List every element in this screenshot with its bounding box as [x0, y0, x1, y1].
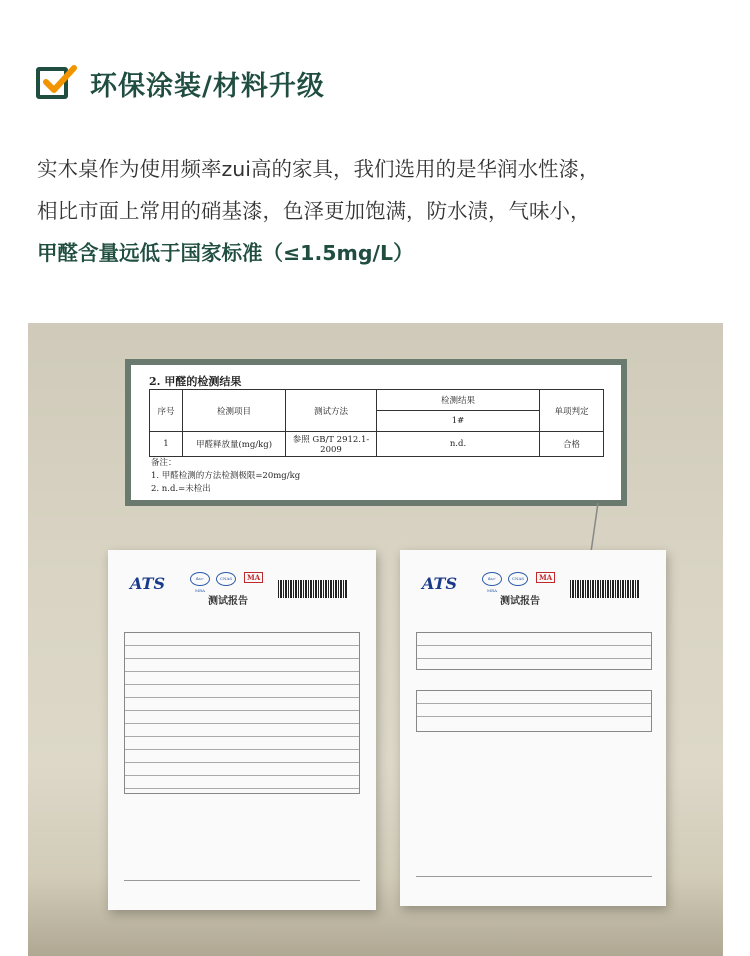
cnas-badge: CNAS — [216, 572, 236, 586]
limits-table — [416, 690, 652, 732]
ats-logo: ATS — [130, 574, 165, 593]
zoom-note-2: 2. n.d.=未检出 — [151, 484, 211, 494]
zoom-header-method: 测试方法 — [286, 390, 377, 432]
doc-footer — [124, 880, 360, 884]
report-document-right — [400, 550, 666, 906]
zoom-cell-result: n.d. — [377, 432, 540, 457]
zoom-cell-judgement: 合格 — [540, 432, 604, 457]
intro-line-2: 相比市面上常用的硝基漆，色泽更加饱满，防水渍，气味小， — [37, 199, 591, 223]
page-title: 环保涂装/材料升级 — [90, 70, 325, 102]
barcode — [278, 580, 348, 598]
zoom-section-title: 2. 甲醛的检测结果 — [149, 375, 242, 388]
ats-logo: ATS — [422, 574, 457, 593]
zoom-header-item: 检测项目 — [183, 390, 286, 432]
report-document-left — [108, 550, 376, 910]
section-header — [36, 58, 325, 108]
zoom-notes — [151, 457, 300, 496]
ma-badge: MA — [244, 572, 263, 583]
zoom-header-result: 检测结果 — [377, 390, 540, 411]
zoom-subheader: 1# — [377, 411, 540, 432]
intro-highlight: 甲醛含量远低于国家标准（≤1.5mg/L） — [37, 241, 414, 265]
doc-footer — [416, 876, 652, 880]
ma-badge: MA — [536, 572, 555, 583]
report-photo — [28, 323, 723, 956]
zoom-notes-label: 备注： — [151, 458, 177, 468]
formaldehyde-table — [416, 632, 652, 670]
metals-table — [124, 632, 360, 794]
doc-title: 测试报告 — [208, 596, 248, 607]
barcode — [570, 580, 640, 598]
zoom-header-index: 序号 — [150, 390, 183, 432]
doc-title: 测试报告 — [500, 596, 540, 607]
check-icon — [36, 67, 68, 99]
zoom-cell-item: 甲醛释放量(mg/kg) — [183, 432, 286, 457]
zoom-cell-method: 参照 GB/T 2912.1-2009 — [286, 432, 377, 457]
zoom-header-judgement: 单项判定 — [540, 390, 604, 432]
zoom-table — [149, 389, 604, 457]
cnas-badge: CNAS — [508, 572, 528, 586]
zoom-excerpt — [131, 365, 621, 500]
ilac-badge: ilac-MRA — [190, 572, 210, 586]
zoom-note-1: 1. 甲醛检测的方法检测极限=20mg/kg — [151, 471, 301, 481]
zoom-cell-index: 1 — [150, 432, 183, 457]
intro-text — [37, 148, 727, 274]
intro-line-1: 实木桌作为使用频率zui高的家具，我们选用的是华润水性漆， — [37, 157, 600, 181]
ilac-badge: ilac-MRA — [482, 572, 502, 586]
